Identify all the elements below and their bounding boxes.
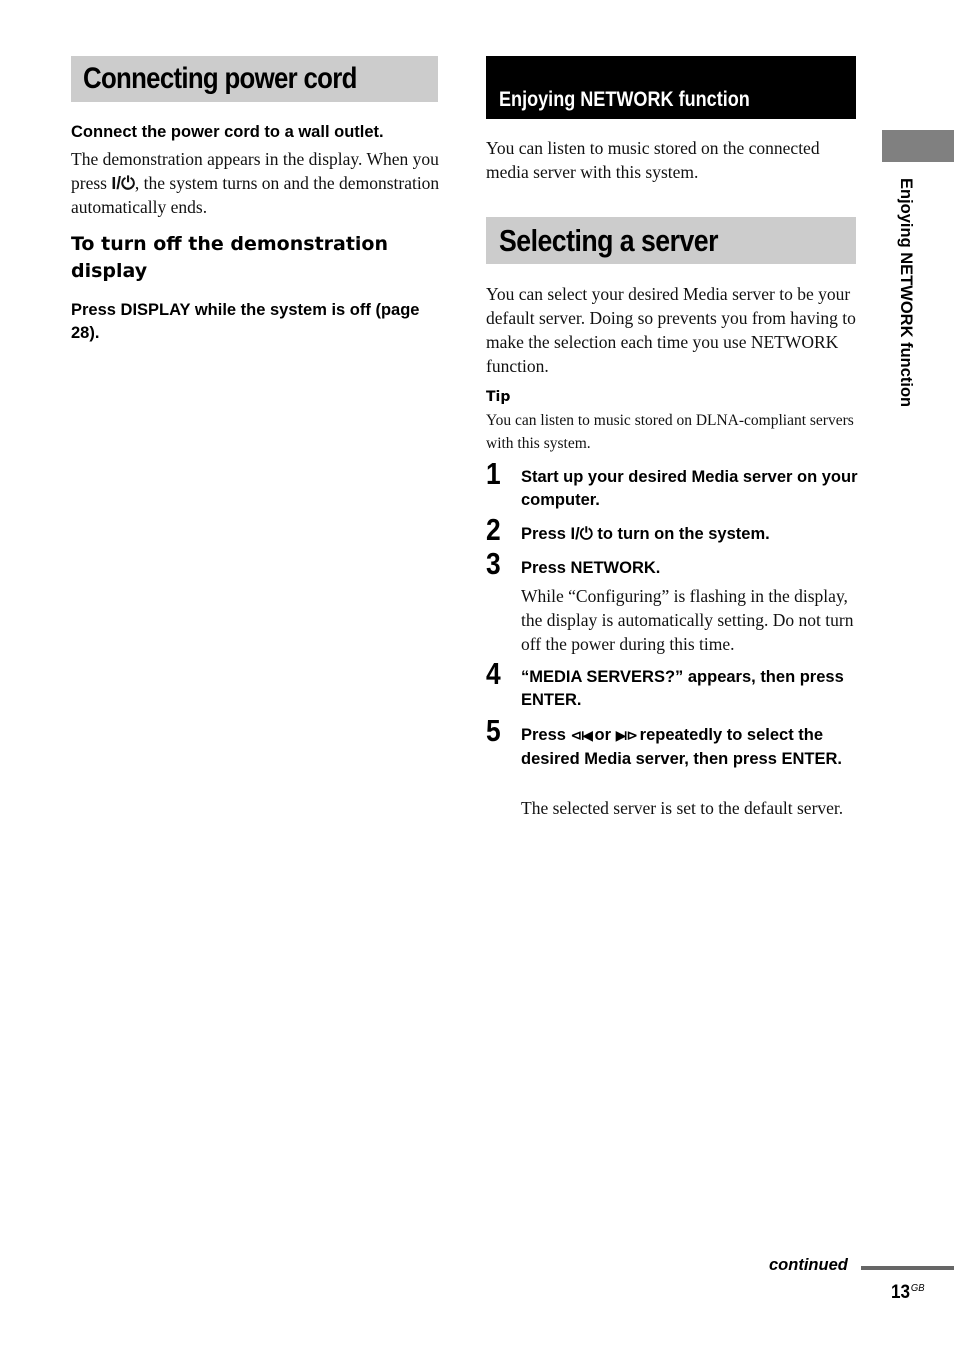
step-number-1: 1 (486, 456, 501, 491)
heading-text: Connecting power cord (83, 62, 357, 95)
next-track-icon: ▶⧐ (615, 728, 636, 744)
chapter-tab-marker (882, 130, 954, 162)
tip-text: You can listen to music stored on DLNA-compliant servers with this system. (486, 412, 854, 452)
section-heading-selecting-server (486, 217, 856, 264)
page-number: $13^{GB}$ (891, 1282, 925, 1303)
step-3-detail: While “Configuring” is flashing in the display, the display is automatically setting. Do not turn off the power during this time. (521, 586, 854, 654)
step-5-instruction: Press ⧏◀ or ▶⧐ repeatedly to select the desired Media server, then press ENTER. (521, 726, 842, 768)
demo-paragraph: The demonstration appears in the display. When you press I/⏻, the system turns on and the demonstration automatically ends. (71, 149, 440, 217)
continued-label: continued (769, 1256, 848, 1274)
tip-label: Tip (486, 389, 511, 405)
step-number-5: 5 (486, 713, 501, 748)
previous-track-icon: ⧏◀ (570, 728, 590, 744)
step-5-detail: The selected server is set to the default server. (521, 798, 844, 818)
description-paragraph: You can select your desired Media server to be your default server. Doing so prevents you from having to make the selection each time you use NETWORK function. (486, 284, 856, 376)
intro-paragraph: You can listen to music stored on the connected media server with this system. (486, 138, 820, 182)
section-banner (486, 56, 856, 119)
chapter-side-label (893, 178, 917, 468)
chapter-side-label-text: Enjoying NETWORK function (897, 178, 915, 408)
power-button-icon: I/⏻ (570, 525, 593, 543)
banner-text: Enjoying NETWORK function (499, 88, 750, 111)
step-1-instruction: Start up your desired Media server on your computer. (521, 468, 858, 509)
step-number-3: 3 (486, 546, 501, 581)
step-4-instruction: “MEDIA SERVERS?” appears, then press ENTER. (521, 668, 844, 709)
step-number-4: 4 (486, 656, 501, 691)
section-heading-connecting-power-cord (71, 56, 438, 102)
page-suffix: GB (910, 1282, 925, 1294)
subheading-turn-off-demo: To turn off the demonstration display (71, 233, 389, 282)
power-button-icon: I/⏻ (111, 173, 135, 193)
step-2-instruction: Press I/⏻ to turn on the system. (521, 525, 770, 543)
step-number-2: 2 (486, 512, 501, 547)
step-3-instruction: Press NETWORK. (521, 559, 661, 577)
instruction-connect-power: Connect the power cord to a wall outlet. (71, 123, 384, 141)
heading-text: Selecting a server (499, 223, 718, 258)
continued-rule (861, 1266, 954, 1270)
instruction-press-display: Press DISPLAY while the system is off (page 28). (71, 301, 420, 342)
